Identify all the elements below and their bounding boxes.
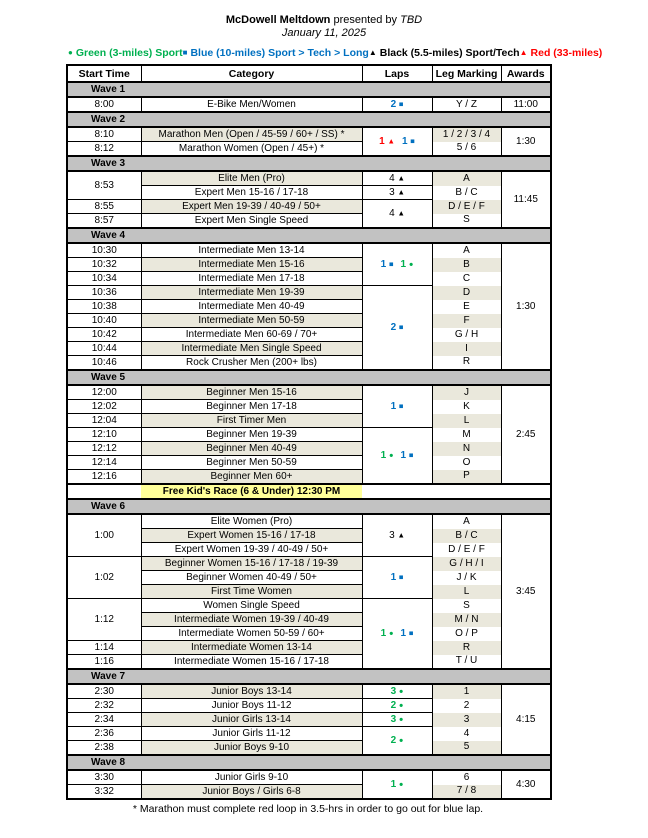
wave-header-5: Wave 5	[67, 370, 551, 385]
start-time-cell: 1:14	[67, 641, 141, 655]
category-cell: Expert Men 15-16 / 17-18	[141, 186, 362, 200]
leg-marking-cell: Y / Z	[432, 97, 501, 112]
leg-marking-cell: S	[432, 214, 501, 229]
schedule-row	[67, 655, 551, 670]
leg-marking-cell: J	[432, 385, 501, 400]
schedule-row	[67, 385, 551, 400]
laps-cell	[362, 428, 432, 485]
wave-header-3: Wave 3	[67, 156, 551, 171]
schedule-row	[67, 97, 551, 112]
lap-marker-icon: ▲	[397, 208, 405, 218]
start-time-cell: 12:12	[67, 442, 141, 456]
start-time-cell: 3:32	[67, 785, 141, 800]
category-cell: Rock Crusher Men (200+ lbs)	[141, 356, 362, 371]
lap-marker-icon: ●	[398, 735, 404, 745]
lap-count: 1 ■	[401, 135, 415, 147]
start-time-cell: 1:12	[67, 599, 141, 641]
category-cell: Junior Girls 9-10	[141, 770, 362, 785]
column-header-awards: Awards	[501, 65, 551, 82]
category-cell: Beginner Men 60+	[141, 470, 362, 485]
schedule-row	[67, 557, 551, 571]
lap-count: 3 ●	[390, 685, 404, 697]
category-cell: Intermediate Men 19-39	[141, 286, 362, 300]
wave-header-row	[67, 669, 551, 684]
leg-marking-cell: D	[432, 286, 501, 300]
lap-marker-icon: ■	[408, 450, 414, 460]
leg-marking-cell: 4	[432, 727, 501, 741]
laps-cell	[362, 557, 432, 599]
schedule-row	[67, 200, 551, 214]
category-cell: Junior Girls 13-14	[141, 713, 362, 727]
wave-header-1: Wave 1	[67, 82, 551, 97]
start-time-cell: 10:44	[67, 342, 141, 356]
start-time-cell: 10:30	[67, 243, 141, 258]
laps-cell	[362, 186, 432, 200]
schedule-row	[67, 171, 551, 186]
leg-marking-cell: 2	[432, 699, 501, 713]
lap-marker-icon: ●	[398, 700, 404, 710]
legend-item-red	[520, 47, 603, 59]
awards-cell: 1:30	[501, 243, 551, 370]
schedule-row	[67, 713, 551, 727]
lap-count: 1 ●	[400, 258, 414, 270]
lap-count: 3 ▲	[389, 529, 405, 541]
leg-marking-cell: G / H / I	[432, 557, 501, 571]
awards-cell: 3:45	[501, 514, 551, 669]
schedule-row	[67, 514, 551, 529]
leg-marking-cell: O	[432, 456, 501, 470]
leg-marking-cell: 6	[432, 770, 501, 785]
leg-marking-cell: 3	[432, 713, 501, 727]
leg-marking-cell: L	[432, 414, 501, 428]
start-time-cell: 1:00	[67, 514, 141, 557]
category-cell: Intermediate Men Single Speed	[141, 342, 362, 356]
column-header-category: Category	[141, 65, 362, 82]
leg-marking-cell: O / P	[432, 627, 501, 641]
column-header-laps: Laps	[362, 65, 432, 82]
start-time-cell: 12:10	[67, 428, 141, 442]
leg-marking-cell: 1	[432, 684, 501, 699]
column-header-start-time: Start Time	[67, 65, 141, 82]
wave-header-2: Wave 2	[67, 112, 551, 127]
page-title	[0, 0, 648, 27]
legend-label-black: Black (5.5-miles) Sport/Tech	[379, 47, 520, 59]
leg-marking-cell: D / E / F	[432, 543, 501, 557]
schedule-row	[67, 342, 551, 356]
lap-count: 2 ■	[390, 321, 404, 333]
leg-marking-cell: 1 / 2 / 3 / 4	[432, 127, 501, 142]
category-cell: Junior Boys 11-12	[141, 699, 362, 713]
schedule-row	[67, 785, 551, 800]
category-cell: Beginner Men 50-59	[141, 456, 362, 470]
lap-marker-icon: ▲	[397, 173, 405, 183]
schedule-row	[67, 400, 551, 414]
category-cell: Intermediate Men 13-14	[141, 243, 362, 258]
legend-item-black	[369, 47, 520, 59]
start-time-cell: 8:00	[67, 97, 141, 112]
laps-cell	[362, 171, 432, 186]
leg-marking-cell: B / C	[432, 529, 501, 543]
start-time-cell: 10:38	[67, 300, 141, 314]
laps-cell	[362, 727, 432, 756]
start-time-cell: 2:36	[67, 727, 141, 741]
leg-marking-cell: B / C	[432, 186, 501, 200]
black-marker-icon: ▲	[368, 48, 377, 57]
blue-marker-icon: ■	[182, 48, 188, 57]
awards-cell: 1:30	[501, 127, 551, 156]
laps-cell	[362, 684, 432, 699]
category-cell: Marathon Women (Open / 45+) *	[141, 142, 362, 157]
kids-race-cell	[67, 484, 551, 499]
start-time-cell: 12:04	[67, 414, 141, 428]
category-cell: Junior Girls 11-12	[141, 727, 362, 741]
schedule-row	[67, 641, 551, 655]
leg-marking-cell: M	[432, 428, 501, 442]
category-cell: Beginner Men 15-16	[141, 385, 362, 400]
start-time-cell: 12:14	[67, 456, 141, 470]
start-time-cell: 10:42	[67, 328, 141, 342]
laps-cell	[362, 243, 432, 286]
leg-marking-cell: I	[432, 342, 501, 356]
start-time-cell: 10:32	[67, 258, 141, 272]
start-time-cell: 1:02	[67, 557, 141, 599]
category-cell: First Time Women	[141, 585, 362, 599]
leg-marking-cell: B	[432, 258, 501, 272]
category-cell: Expert Men 19-39 / 40-49 / 50+	[141, 200, 362, 214]
category-cell: Beginner Women 40-49 / 50+	[141, 571, 362, 585]
laps-cell	[362, 385, 432, 428]
leg-marking-cell: E	[432, 300, 501, 314]
category-cell: Women Single Speed	[141, 599, 362, 613]
wave-header-4: Wave 4	[67, 228, 551, 243]
category-cell: Intermediate Women 19-39 / 40-49	[141, 613, 362, 627]
leg-marking-cell: P	[432, 470, 501, 485]
lap-count: 3 ▲	[389, 186, 405, 198]
lap-marker-icon: ■	[410, 136, 415, 146]
laps-cell	[362, 770, 432, 799]
lap-count: 1 ●	[380, 627, 394, 639]
lap-marker-icon: ●	[408, 259, 414, 269]
category-cell: Expert Men Single Speed	[141, 214, 362, 229]
lap-count: 1 ▲	[379, 135, 395, 147]
schedule-row	[67, 456, 551, 470]
presenter-name: TBD	[400, 14, 423, 26]
lap-count: 3 ●	[390, 713, 404, 725]
lap-marker-icon: ■	[398, 99, 404, 109]
leg-marking-cell: K	[432, 400, 501, 414]
start-time-cell: 12:02	[67, 400, 141, 414]
lap-count: 1 ■	[400, 627, 414, 639]
title-presented-by: presented by	[330, 14, 401, 26]
start-time-cell: 2:32	[67, 699, 141, 713]
leg-marking-cell: 5 / 6	[432, 142, 501, 157]
category-cell: Junior Boys / Girls 6-8	[141, 785, 362, 800]
category-cell: Beginner Women 15-16 / 17-18 / 19-39	[141, 557, 362, 571]
schedule-row	[67, 442, 551, 456]
schedule-row	[67, 127, 551, 142]
wave-header-row	[67, 156, 551, 171]
start-time-cell: 8:10	[67, 127, 141, 142]
start-time-cell: 1:16	[67, 655, 141, 670]
schedule-row	[67, 142, 551, 157]
start-time-cell: 10:36	[67, 286, 141, 300]
laps-cell	[362, 699, 432, 713]
wave-header-row	[67, 82, 551, 97]
category-cell: E-Bike Men/Women	[141, 97, 362, 112]
lap-count: 1 ■	[390, 400, 404, 412]
lap-marker-icon: ●	[398, 779, 404, 789]
wave-header-row	[67, 499, 551, 514]
wave-header-row	[67, 755, 551, 770]
kids-race-highlight: Free Kid's Race (6 & Under) 12:30 PM	[141, 485, 362, 498]
schedule-row	[67, 599, 551, 613]
awards-cell: 11:00	[501, 97, 551, 112]
kids-race-row	[67, 484, 551, 499]
wave-header-row	[67, 228, 551, 243]
leg-marking-cell: N	[432, 442, 501, 456]
wave-header-row	[67, 112, 551, 127]
category-cell: Junior Boys 13-14	[141, 684, 362, 699]
schedule-row	[67, 300, 551, 314]
start-time-cell: 12:16	[67, 470, 141, 485]
leg-marking-cell: L	[432, 585, 501, 599]
lap-count: 4 ▲	[389, 207, 405, 219]
schedule-row	[67, 243, 551, 258]
schedule-row	[67, 770, 551, 785]
start-time-cell: 8:53	[67, 171, 141, 200]
lap-marker-icon: ■	[398, 572, 404, 582]
lap-count: 2 ■	[390, 98, 404, 110]
wave-header-row	[67, 370, 551, 385]
schedule-row	[67, 328, 551, 342]
start-time-cell: 2:34	[67, 713, 141, 727]
lap-count: 1 ●	[390, 778, 404, 790]
leg-marking-cell: S	[432, 599, 501, 613]
awards-cell: 4:15	[501, 684, 551, 755]
laps-cell	[362, 713, 432, 727]
lap-count: 1 ■	[390, 571, 404, 583]
start-time-cell: 8:55	[67, 200, 141, 214]
legend-item-blue	[183, 47, 369, 59]
schedule-body	[67, 82, 551, 799]
schedule-row	[67, 272, 551, 286]
category-cell: Elite Women (Pro)	[141, 514, 362, 529]
schedule-row	[67, 356, 551, 371]
lap-count: 1 ■	[380, 258, 394, 270]
category-cell: Junior Boys 9-10	[141, 741, 362, 756]
lap-count: 1 ■	[400, 449, 414, 461]
lap-count: 2 ●	[390, 734, 404, 746]
category-cell: Intermediate Women 50-59 / 60+	[141, 627, 362, 641]
schedule-row	[67, 286, 551, 300]
start-time-cell: 2:30	[67, 684, 141, 699]
lap-marker-icon: ▲	[387, 136, 395, 146]
laps-cell	[362, 286, 432, 371]
header-row	[67, 65, 551, 82]
category-cell: Intermediate Men 15-16	[141, 258, 362, 272]
lap-marker-icon: ●	[398, 686, 404, 696]
legend-item-green	[68, 47, 183, 59]
legend-label-red: Red (33-miles)	[530, 47, 603, 59]
lap-marker-icon: ●	[388, 628, 394, 638]
awards-cell: 2:45	[501, 385, 551, 484]
schedule-row	[67, 727, 551, 741]
category-cell: Intermediate Men 40-49	[141, 300, 362, 314]
lap-marker-icon: ■	[388, 259, 394, 269]
leg-marking-cell: J / K	[432, 571, 501, 585]
leg-marking-cell: R	[432, 641, 501, 655]
laps-cell	[362, 127, 432, 156]
start-time-cell: 10:46	[67, 356, 141, 371]
awards-cell: 4:30	[501, 770, 551, 799]
lap-marker-icon: ●	[398, 714, 404, 724]
laps-cell	[362, 599, 432, 670]
laps-cell	[362, 97, 432, 112]
schedule-row	[67, 314, 551, 328]
category-cell: Intermediate Women 13-14	[141, 641, 362, 655]
category-cell: Expert Women 15-16 / 17-18	[141, 529, 362, 543]
start-time-cell: 12:00	[67, 385, 141, 400]
start-time-cell: 8:12	[67, 142, 141, 157]
leg-marking-cell: M / N	[432, 613, 501, 627]
category-cell: Beginner Men 17-18	[141, 400, 362, 414]
wave-header-7: Wave 7	[67, 669, 551, 684]
category-cell: Intermediate Women 15-16 / 17-18	[141, 655, 362, 670]
category-cell: Beginner Men 19-39	[141, 428, 362, 442]
category-cell: First Timer Men	[141, 414, 362, 428]
schedule-row	[67, 214, 551, 229]
category-cell: Intermediate Men 60-69 / 70+	[141, 328, 362, 342]
schedule-row	[67, 741, 551, 756]
laps-cell	[362, 514, 432, 557]
start-time-cell: 10:34	[67, 272, 141, 286]
leg-marking-cell: A	[432, 243, 501, 258]
loop-legend	[68, 47, 603, 59]
event-date: January 11, 2025	[281, 27, 367, 39]
lap-count: 2 ●	[390, 699, 404, 711]
schedule-header	[67, 65, 551, 82]
schedule-table	[66, 64, 552, 800]
schedule-row	[67, 684, 551, 699]
column-header-leg-marking: Leg Marking	[432, 65, 501, 82]
leg-marking-cell: D / E / F	[432, 200, 501, 214]
start-time-cell: 3:30	[67, 770, 141, 785]
leg-marking-cell: A	[432, 171, 501, 186]
leg-marking-cell: A	[432, 514, 501, 529]
green-marker-icon: ●	[68, 48, 73, 57]
start-time-cell: 2:38	[67, 741, 141, 756]
schedule-row	[67, 258, 551, 272]
leg-marking-cell: 5	[432, 741, 501, 756]
schedule-row	[67, 470, 551, 485]
lap-marker-icon: ■	[398, 401, 404, 411]
leg-marking-cell: 7 / 8	[432, 785, 501, 800]
category-cell: Expert Women 19-39 / 40-49 / 50+	[141, 543, 362, 557]
schedule-row	[67, 428, 551, 442]
leg-marking-cell: R	[432, 356, 501, 371]
category-cell: Intermediate Men 50-59	[141, 314, 362, 328]
lap-count: 4 ▲	[389, 172, 405, 184]
lap-marker-icon: ▲	[397, 187, 405, 197]
lap-marker-icon: ■	[408, 628, 414, 638]
footnote: * Marathon must complete red loop in 3.5-hrs in order to go out for blue lap.	[132, 803, 484, 815]
lap-marker-icon: ▲	[397, 530, 405, 540]
schedule-row	[67, 699, 551, 713]
legend-label-green: Green (3-miles) Sport	[75, 47, 183, 59]
lap-count: 1 ●	[380, 449, 394, 461]
start-time-cell: 10:40	[67, 314, 141, 328]
category-cell: Elite Men (Pro)	[141, 171, 362, 186]
event-title: McDowell Meltdown	[225, 14, 331, 26]
leg-marking-cell: C	[432, 272, 501, 286]
legend-label-blue: Blue (10-miles) Sport > Tech > Long	[190, 47, 369, 59]
wave-header-8: Wave 8	[67, 755, 551, 770]
schedule-row	[67, 414, 551, 428]
awards-cell: 11:45	[501, 171, 551, 228]
lap-marker-icon: ●	[388, 450, 394, 460]
lap-marker-icon: ■	[398, 322, 404, 332]
wave-header-6: Wave 6	[67, 499, 551, 514]
red-marker-icon: ▲	[519, 48, 528, 57]
leg-marking-cell: F	[432, 314, 501, 328]
leg-marking-cell: T / U	[432, 655, 501, 670]
leg-marking-cell: G / H	[432, 328, 501, 342]
category-cell: Intermediate Men 17-18	[141, 272, 362, 286]
start-time-cell: 8:57	[67, 214, 141, 229]
category-cell: Marathon Men (Open / 45-59 / 60+ / SS) *	[141, 127, 362, 142]
laps-cell	[362, 200, 432, 229]
category-cell: Beginner Men 40-49	[141, 442, 362, 456]
